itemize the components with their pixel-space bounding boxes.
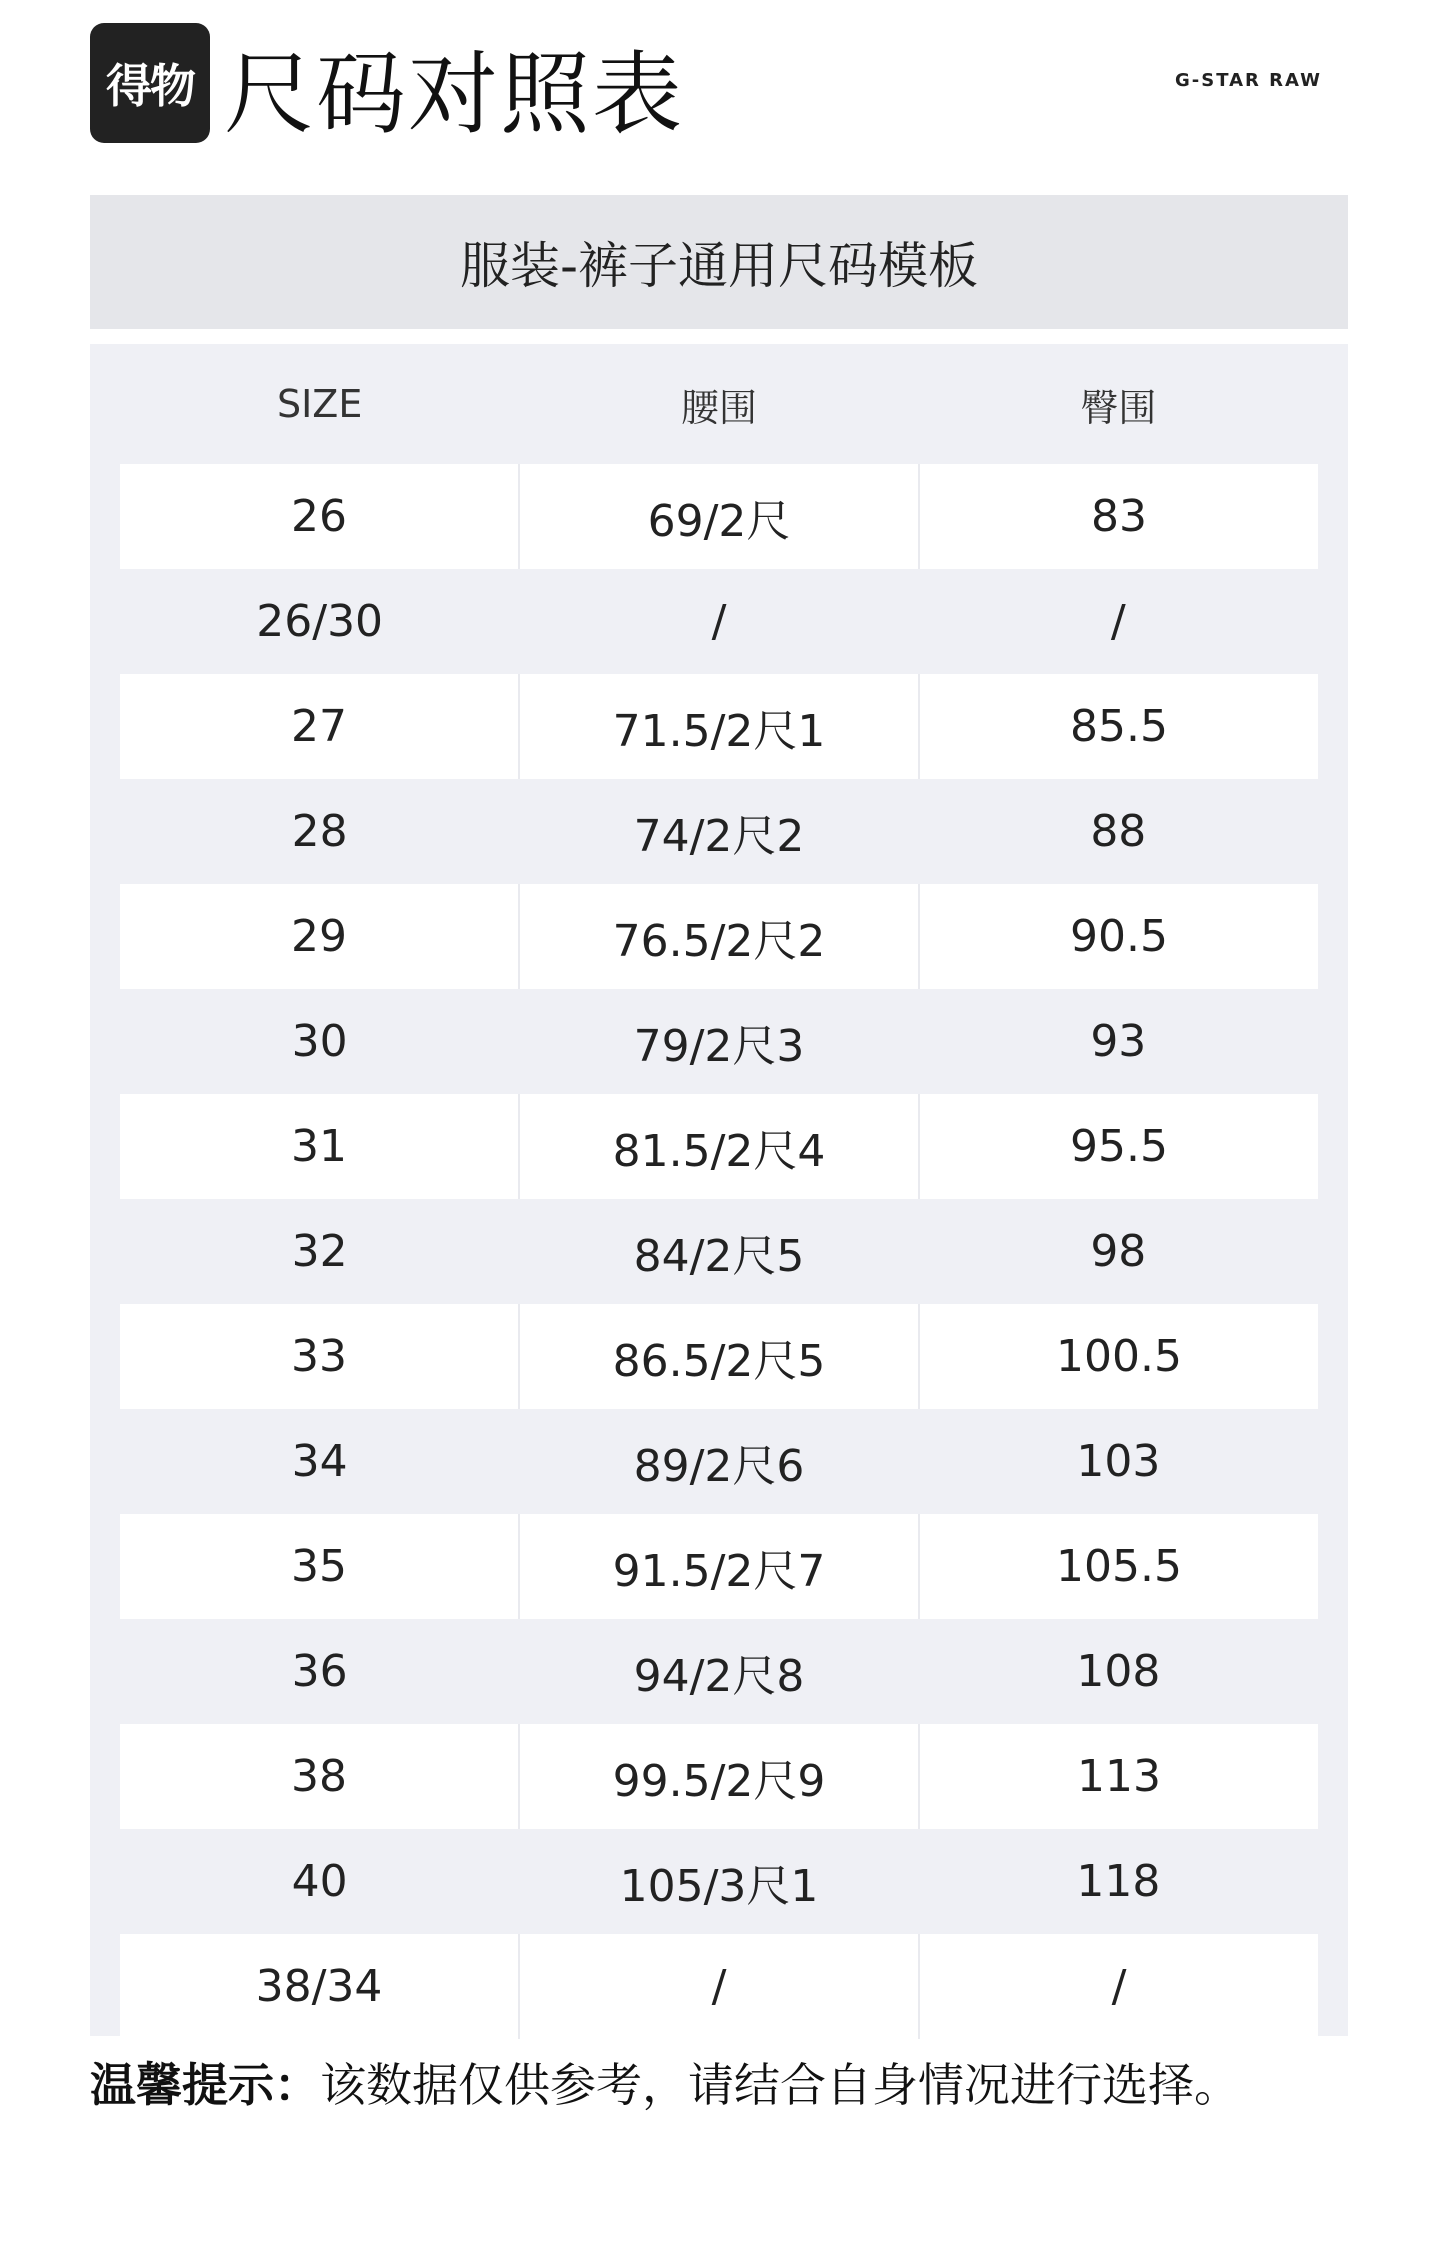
hip-cell: 113 — [918, 1724, 1318, 1829]
size-cell: 26 — [120, 464, 518, 569]
waist-cell: / — [518, 1934, 918, 2039]
hip-cell: 85.5 — [918, 674, 1318, 779]
size-cell: 33 — [120, 1304, 518, 1409]
hip-cell: 93 — [1090, 1016, 1147, 1067]
size-cell: 30 — [291, 1016, 348, 1067]
waist-cell: 76.5/2尺2 — [518, 884, 918, 989]
size-cell: 32 — [291, 1226, 348, 1277]
size-table — [90, 344, 1348, 2036]
waist-cell: 94/2尺8 — [633, 1650, 805, 1702]
hip-cell: 103 — [1076, 1436, 1161, 1487]
waist-cell: 79/2尺3 — [633, 1020, 805, 1072]
waist-cell: 69/2尺 — [518, 464, 918, 569]
waist-cell: 86.5/2尺5 — [518, 1304, 918, 1409]
brand-name: G-STAR RAW — [1175, 70, 1322, 91]
size-cell: 34 — [291, 1436, 348, 1487]
size-cell: 28 — [291, 806, 348, 857]
waist-cell: 99.5/2尺9 — [518, 1724, 918, 1829]
header — [0, 0, 1440, 170]
waist-cell: 81.5/2尺4 — [518, 1094, 918, 1199]
table-row — [120, 1619, 1318, 1724]
table-row — [120, 1934, 1318, 2039]
table-body — [120, 464, 1318, 2039]
waist-cell: 105/3尺1 — [619, 1860, 819, 1912]
size-cell: 27 — [120, 674, 518, 779]
column-header-size: SIZE — [276, 382, 363, 426]
table-row — [120, 674, 1318, 779]
hip-cell: / — [1110, 596, 1126, 647]
tip-label: 温馨提示： — [90, 2058, 320, 2112]
hip-cell: 118 — [1076, 1856, 1161, 1907]
table-row — [120, 464, 1318, 569]
waist-cell: 84/2尺5 — [633, 1230, 805, 1282]
tip-text: 该数据仅供参考，请结合自身情况进行选择。 — [320, 2058, 1240, 2112]
size-cell: 36 — [291, 1646, 348, 1697]
hip-cell: 105.5 — [918, 1514, 1318, 1619]
hip-cell: 108 — [1076, 1646, 1161, 1697]
column-header-waist: 腰围 — [680, 385, 757, 430]
hip-cell: 88 — [1090, 806, 1147, 857]
table-row — [120, 1094, 1318, 1199]
hip-cell: 95.5 — [918, 1094, 1318, 1199]
waist-cell: 91.5/2尺7 — [518, 1514, 918, 1619]
hip-cell: 98 — [1090, 1226, 1147, 1277]
size-cell: 38 — [120, 1724, 518, 1829]
brand-logo: 得物 — [90, 23, 210, 143]
waist-cell: 71.5/2尺1 — [518, 674, 918, 779]
size-cell: 26/30 — [256, 596, 384, 647]
size-cell: 31 — [120, 1094, 518, 1199]
table-row — [120, 884, 1318, 989]
table-row — [120, 1829, 1318, 1934]
waist-cell: / — [711, 596, 727, 647]
table-row — [120, 989, 1318, 1094]
waist-cell: 89/2尺6 — [633, 1440, 805, 1492]
waist-cell: 74/2尺2 — [633, 810, 805, 862]
table-row — [120, 1514, 1318, 1619]
table-row — [120, 1199, 1318, 1304]
table-row — [120, 569, 1318, 674]
table-row — [120, 1409, 1318, 1514]
table-row — [120, 779, 1318, 884]
table-header — [120, 344, 1318, 464]
hip-cell: / — [918, 1934, 1318, 2039]
table-row — [120, 1304, 1318, 1409]
size-cell: 35 — [120, 1514, 518, 1619]
page-title: 尺码对照表 — [224, 42, 684, 147]
table-row — [120, 1724, 1318, 1829]
table-banner: 服装-裤子通用尺码模板 — [90, 195, 1348, 329]
size-cell: 40 — [291, 1856, 348, 1907]
hip-cell: 83 — [918, 464, 1318, 569]
size-cell: 29 — [120, 884, 518, 989]
tip-note — [90, 2050, 1240, 2120]
hip-cell: 100.5 — [918, 1304, 1318, 1409]
column-header-hip: 臀围 — [1080, 385, 1157, 430]
hip-cell: 90.5 — [918, 884, 1318, 989]
size-cell: 38/34 — [120, 1934, 518, 2039]
